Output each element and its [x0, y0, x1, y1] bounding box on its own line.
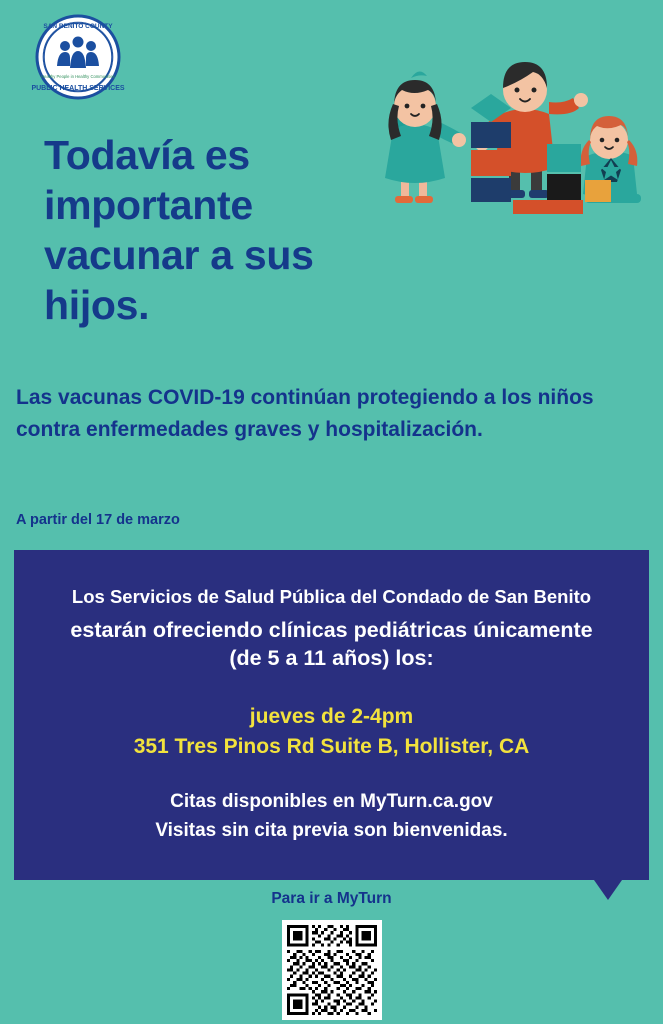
svg-text:SAN BENITO COUNTY: SAN BENITO COUNTY [43, 23, 113, 30]
clinic-info-panel [14, 550, 649, 880]
panel-schedule-time: jueves de 2-4pm [249, 705, 414, 728]
panel-provider-line: Los Servicios de Salud Pública del Condado de San Benito [71, 586, 592, 607]
qr-code-icon [287, 925, 377, 1015]
svg-text:PUBLIC HEALTH SERVICES: PUBLIC HEALTH SERVICES [31, 85, 125, 92]
panel-appointments-line1: Citas disponibles en MyTurn.ca.gov [170, 791, 493, 812]
page-title: Todavía es importante vacunar a sus hijos. [44, 132, 314, 329]
logo-icon [20, 14, 136, 100]
subheading: Las vacunas COVID-19 continúan protegiendo a los niños contra enfermedades graves y hospitalización. [16, 386, 594, 441]
qr-caption: Para ir a MyTurn [271, 890, 392, 907]
panel-offering-line: estarán ofreciendo clínicas pediátricas únicamente (de 5 a 11 años) los: [70, 618, 593, 671]
panel-schedule [44, 702, 619, 763]
panel-appointments-line2: Visitas sin cita previa son bienvenidas. [155, 819, 508, 841]
qr-code[interactable] [282, 920, 382, 1020]
start-date-text: A partir del 17 de marzo [16, 512, 180, 528]
svg-text:Healthy People in Healthy Comm: Healthy People in Healthy Communities [41, 74, 115, 79]
panel-schedule-address: 351 Tres Pinos Rd Suite B, Hollister, CA [133, 735, 530, 759]
children-playing-illustration [349, 48, 649, 238]
san-benito-county-logo [20, 14, 136, 100]
children-blocks-icon [349, 48, 649, 238]
child-left [385, 71, 466, 203]
panel-appointments [44, 788, 619, 845]
